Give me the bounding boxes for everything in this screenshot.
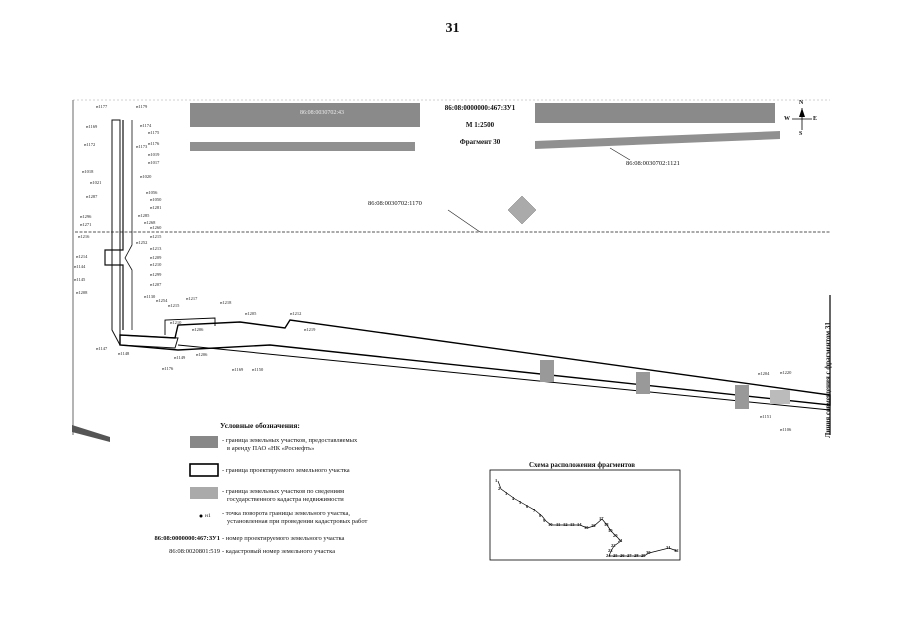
legend-item-leased: - граница земельных участков, предоставляемых в аренду ПАО «НК «Роснефть»	[222, 437, 358, 452]
compass-n: N	[799, 100, 804, 106]
turning-point-label: н1177	[96, 104, 108, 109]
scheme-fragment-number: 32	[674, 548, 679, 553]
turning-point-label: н1169	[232, 367, 244, 372]
turning-point-label: н1268	[144, 220, 156, 225]
parcel-lower-edge	[178, 345, 830, 410]
compass-w: W	[784, 116, 790, 122]
crossing-2	[636, 372, 650, 394]
corridor-vertical	[112, 120, 178, 348]
scheme-fragment-number: 26	[620, 553, 625, 558]
turning-point-label: н1148	[118, 351, 130, 356]
turning-point-label: н1206	[196, 352, 208, 357]
turning-point-label: н1018	[82, 169, 94, 174]
compass-s: S	[799, 131, 803, 137]
scheme-title: Схема расположения фрагментов	[528, 461, 636, 469]
turning-point-label: н1215	[150, 234, 162, 239]
second-band-right	[535, 131, 780, 149]
scheme-fragment-number: 18	[604, 522, 609, 527]
scheme-frame	[490, 470, 680, 560]
turning-point-label: н1130	[144, 294, 156, 299]
compass-north-arrow	[799, 108, 805, 117]
turning-point-label: н1210	[150, 262, 162, 267]
scheme-fragment-number: 17	[599, 516, 604, 521]
map-scale: М 1:2500	[465, 121, 495, 129]
turning-point-label: н1169	[86, 124, 98, 129]
turning-point-label: н1150	[252, 367, 264, 372]
scheme-fragment-number: 5	[519, 500, 522, 505]
turning-point-label: н1204	[758, 371, 770, 376]
turning-point-label: н1144	[74, 264, 86, 269]
parcel-number: 86:08:0000000:467:ЗУ1	[444, 104, 516, 112]
scheme-fragment-number: 11	[556, 522, 561, 527]
legend-symbol-leased	[190, 436, 218, 448]
turning-point-label: н1299	[150, 272, 162, 277]
turning-point-label: н1173	[136, 144, 148, 149]
scheme-fragment-number: 9	[543, 518, 546, 523]
banner-overlay-text: 86:08:0030702:43	[300, 110, 345, 116]
scheme-fragment-number: 4	[512, 496, 515, 501]
scheme-fragment-number: 30	[646, 550, 651, 555]
turning-point-label: н1172	[84, 142, 96, 147]
scheme-fragment-number: 19	[608, 528, 613, 533]
legend-item-projected: - граница проектируемого земельного участка	[222, 467, 350, 474]
scheme-fragment-number: 10	[548, 522, 553, 527]
alignment-side-label: Линия совмещения с фрагментом 31	[824, 322, 832, 438]
scheme-fragment-number: 3	[505, 491, 508, 496]
turning-point-label: н1213	[150, 246, 162, 251]
cadastral-label-1170: 86:08:0030702:1170	[368, 200, 422, 207]
turning-point-label: н1106	[780, 427, 792, 432]
scheme-fragment-number: 15	[584, 525, 589, 530]
turning-point-label: н1021	[90, 180, 102, 185]
turning-point-label: н1254	[156, 298, 168, 303]
leader-1121	[610, 148, 630, 160]
turning-point-label: н1151	[760, 414, 772, 419]
scheme-fragment-number: 31	[666, 545, 671, 550]
turning-point-label: н1176	[148, 141, 160, 146]
turning-point-label: н1145	[74, 277, 86, 282]
legend-code-cadastral-text: - кадастровый номер земельного участка	[222, 548, 336, 555]
turning-point-label: н1281	[150, 205, 162, 210]
scheme-fragment-number: 6	[526, 504, 529, 509]
turning-point-label: н1218	[220, 300, 232, 305]
scheme-fragment-number: 27	[627, 553, 632, 558]
turning-point-label: н1214	[76, 254, 88, 259]
turning-point-label: н1205	[245, 311, 257, 316]
turning-point-label: н1220	[780, 370, 792, 375]
scheme-fragment-number: 29	[641, 553, 646, 558]
compass-e: E	[813, 116, 818, 122]
crossing-4	[770, 390, 790, 404]
legend-code-parcel: 86:08:0000000:467:ЗУ1	[154, 535, 220, 542]
turning-point-label: н1285	[138, 213, 150, 218]
fragment-number: Фрагмент 30	[459, 138, 501, 146]
scheme-fragment-number: 8	[539, 513, 542, 518]
turning-point-label: н1260	[150, 225, 162, 230]
legend-symbol-point	[200, 515, 203, 518]
turning-point-label: н1020	[140, 174, 152, 179]
turning-point-label: н1296	[80, 214, 92, 219]
legend-item-cadastre: - граница земельных участков по сведениям государственного кадастра недвижимости	[222, 488, 345, 503]
turning-point-label: н1019	[148, 152, 160, 157]
turning-point-label: н1176	[162, 366, 174, 371]
leader-1170	[448, 210, 480, 232]
legend-point-symbol: н1	[205, 513, 211, 519]
crossing-3	[735, 385, 749, 409]
scheme-fragment-number: 28	[634, 553, 639, 558]
scheme-fragment-number: 13	[570, 522, 575, 527]
legend-symbol-projected	[190, 464, 218, 476]
corridor-vertical-right	[125, 120, 132, 330]
projected-parcel-boundary	[120, 320, 830, 405]
scheme-fragment-number: 20	[613, 533, 618, 538]
turning-point-label: н1174	[140, 123, 152, 128]
scheme-fragment-number: 24	[606, 553, 611, 558]
scheme-fragment-number: 23	[608, 548, 613, 553]
turning-point-label: н1210	[170, 320, 182, 325]
turning-point-label: н1017	[148, 160, 160, 165]
diamond-mark	[508, 196, 536, 224]
turning-point-label: н1149	[174, 355, 186, 360]
turning-point-label: н1287	[86, 194, 98, 199]
legend-code-cadastral: 86:08:0020801:519	[169, 548, 220, 555]
scheme-fragment-number: 12	[563, 522, 568, 527]
crossing-1	[540, 360, 554, 382]
legend-code-parcel-text: - номер проектируемого земельного участка	[222, 535, 345, 542]
top-band-right	[535, 103, 775, 123]
legend-symbol-cadastre	[190, 487, 218, 499]
turning-point-label: н1252	[136, 240, 148, 245]
scheme-fragment-number: 22	[611, 543, 616, 548]
turning-point-label: н1219	[304, 327, 316, 332]
scheme-fragment-number: 21	[618, 538, 623, 543]
turning-point-label: н1217	[186, 296, 198, 301]
turning-point-label: н1147	[96, 346, 108, 351]
turning-point-label: н1209	[150, 255, 162, 260]
turning-point-label: н1216	[78, 234, 90, 239]
turning-point-label: н1206	[192, 327, 204, 332]
turning-point-label: н1050	[150, 197, 162, 202]
turning-point-label: н1207	[150, 282, 162, 287]
legend-item-point: - точка поворота границы земельного участка, установленная при проведении кадастровых работ	[222, 510, 368, 525]
scheme-fragment-number: 2	[498, 486, 501, 491]
turning-point-label: н1179	[136, 104, 148, 109]
page-number: 31	[445, 21, 460, 36]
legend-arrow-shape	[72, 425, 110, 442]
scheme-fragments-path	[498, 481, 677, 556]
turning-point-label: н1175	[148, 130, 160, 135]
turning-point-label: н1056	[146, 190, 158, 195]
turning-point-label: н1208	[76, 290, 88, 295]
legend-title: Условные обозначения:	[220, 421, 300, 430]
scheme-fragment-number: 7	[533, 508, 536, 513]
second-band-left	[190, 142, 415, 151]
cadastral-label-1121: 86:08:0030702:1121	[626, 160, 680, 167]
scheme-fragment-number: 1	[495, 478, 498, 483]
turning-point-label: н1212	[290, 311, 302, 316]
turning-point-label: н1215	[168, 303, 180, 308]
turning-point-label: н1271	[80, 222, 92, 227]
scheme-fragment-number: 14	[577, 522, 582, 527]
scheme-fragment-number: 16	[591, 523, 596, 528]
scheme-fragment-number: 25	[613, 553, 618, 558]
